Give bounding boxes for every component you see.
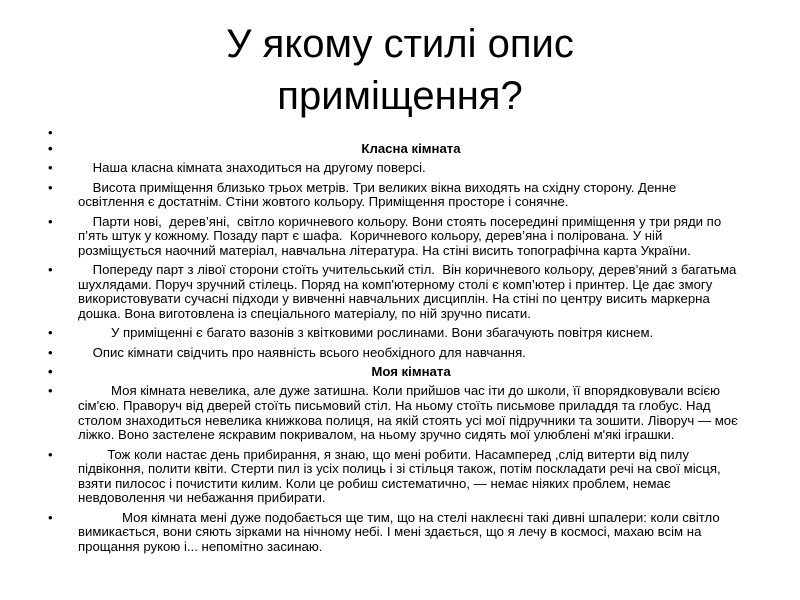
bullet-item: • Наша класна кімната знаходиться на другому поверсі. (48, 161, 744, 176)
bullet-item-empty (48, 126, 744, 137)
section-heading-classroom: • Класна кімната (48, 142, 744, 157)
bullet-item: • У приміщенні є багато вазонів з квітковими рослинами. Вони збагачують повітря киснем. (48, 326, 744, 341)
bullet-item: • Моя кімната невелика, але дуже затишна. Коли прийшов час іти до школи, її впорядковували всією сім'єю. Праворуч від дверей стоїть письмовий стіл. На ньому стоїть письмове приладдя та глобус. Над столом знаходиться невелика книжкова полиця, на якій стоять усі мої підручники та зошити. Ліворуч — моє ліжко. Воно застелене яскравим покривалом, на ньому зручно сидять мої улюблені м'які іграшки. (48, 384, 744, 442)
slide-title (120, 18, 680, 122)
bullet-item: • Тож коли настає день прибирання, я знаю, що мені робити. Насамперед ,слід витерти від пилу підвіконня, полити квіти. Стерти пил із усіх полиць і зі стільця також, потім поскладати речі на свої місця, взяти пилосос і почистити килим. Коли це робиш систематично, — немає ніяких проблем, немає невдоволення чи небажання прибирати. (48, 448, 744, 506)
bullet-item: • Висота приміщення близько трьох метрів. Три великих вікна виходять на східну сторону. Денне освітлення є достатнім. Стіни жовтого кольору. Приміщення просторе і сонячне. (48, 181, 744, 210)
bullet-item: • Попереду парт з лівої сторони стоїть учительський стіл. Він коричневого кольору, дерев’яний з багатьма шухлядами. Поруч зручний стілець. Поряд на комп'ютерному столі є комп’ютер і принтер. Це дає змогу використовувати сучасні підходи у вивченні навчальних дисциплін. На стіні по центру висить маркерна дошка. Вона виготовлена із спеціального матеріалу, по ній зручно писати. (48, 263, 744, 321)
bullet-item: • Моя кімната мені дуже подобається ще тим, що на стелі наклеєні такі дивні шпалери: коли світло вимикається, вони сяють зірками на нічному небі. І мені здається, що я лечу в космосі, махаю всім на прощання рукою і... непомітно засинаю. (48, 511, 744, 555)
slide-title-line-2: приміщення? (277, 74, 523, 118)
bullet-list (48, 126, 744, 559)
bullet-item: • Парти нові, дерев’яні, світло коричневого кольору. Вони стоять посередині приміщення у три ряди по п’ять штук у кожному. Позаду парт є шафа. Коричневого кольору, дерев’яна і полірована. У ній розміщується наочний матеріал, навчальна література. На стіні висить топографічна карта України. (48, 215, 744, 259)
slide-title-line-1: У якому стилі опис (226, 22, 574, 66)
section-heading-my-room: • Моя кімната (48, 365, 744, 380)
bullet-item: • Опис кімнати свідчить про наявність всього необхідного для навчання. (48, 346, 744, 361)
